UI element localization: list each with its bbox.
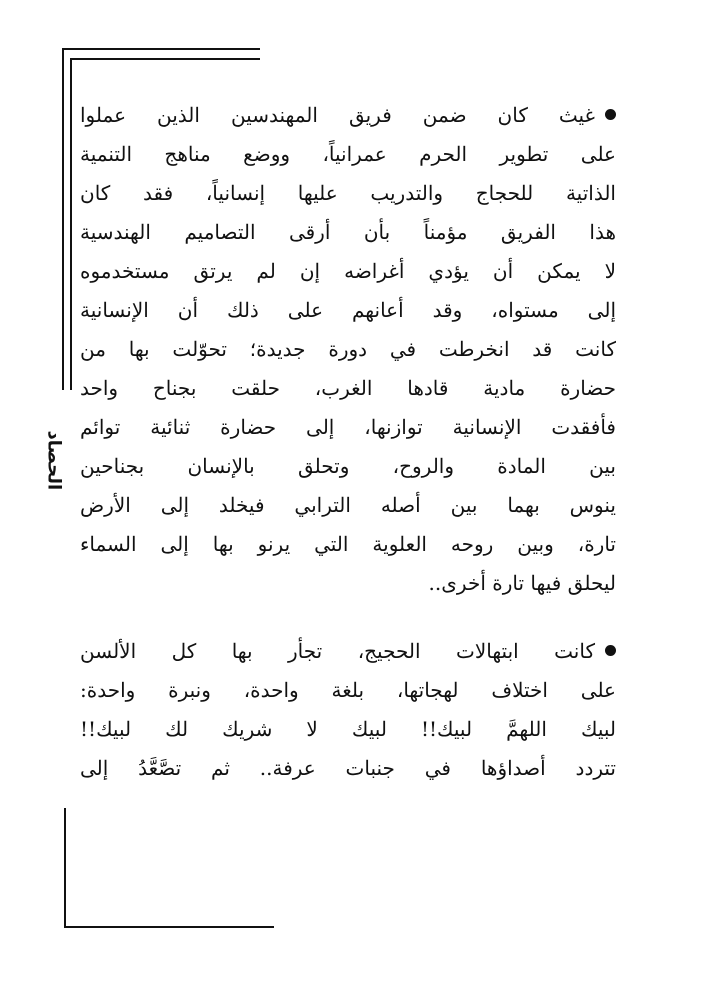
paragraph-line: ليحلق فيها تارة أخرى.. <box>428 571 616 595</box>
paragraph-line: تارة، وبين روحه العلوية التي يرنو بها إلى السماء <box>80 532 616 556</box>
frame-bottom-left-rule <box>64 808 66 928</box>
paragraph-line: لا يمكن أن يؤدي أغراضه إن لم يرتق مستخدموه <box>80 259 616 283</box>
paragraph-line: فأفقدت الإنسانية توازنها، إلى حضارة ثنائية توائم <box>80 415 616 439</box>
frame-top-inner-rule <box>70 58 260 60</box>
frame-top-outer-rule <box>62 48 260 50</box>
paragraph-line: كانت قد انخرطت في دورة جديدة؛ تحوّلت بها من <box>80 337 616 361</box>
frame-bottom-rule <box>64 926 274 928</box>
paragraph-line: على تطوير الحرم عمرانياً، ووضع مناهج التنمية <box>80 142 616 166</box>
paragraph-line: تتردد أصداؤها في جنبات عرفة.. ثم تصَّعَّدُ إلى <box>80 756 616 780</box>
paragraph-line: بين المادة والروح، وتحلق بالإنسان بجناحين <box>80 454 616 478</box>
paragraph-2 <box>80 632 616 788</box>
paragraph-line: ينوس بهما بين أصله الترابي فيخلد إلى الأرض <box>80 493 616 517</box>
paragraph-1 <box>80 96 616 603</box>
paragraph-line: على اختلاف لهجاتها، بلغة واحدة، ونبرة واحدة: <box>80 678 616 702</box>
bullet-icon <box>605 645 616 656</box>
paragraph-line: الذاتية للحجاج والتدريب عليها إنسانياً، فقد كان <box>80 181 616 205</box>
running-title: الحصاد <box>43 430 65 491</box>
paragraph-line: حضارة مادية قادها الغرب، حلقت بجناح واحد <box>80 376 616 400</box>
frame-left-inner-rule <box>70 58 72 390</box>
frame-left-outer-rule <box>62 48 64 390</box>
bullet-icon <box>605 109 616 120</box>
page-body <box>80 96 616 788</box>
paragraph-line: غيث كان ضمن فريق المهندسين الذين عملوا <box>80 96 616 135</box>
paragraph-line: إلى مستواه، وقد أعانهم على ذلك أن الإنسانية <box>80 298 616 322</box>
paragraph-line: كانت ابتهالات الحجيج، تجأر بها كل الألسن <box>80 632 616 671</box>
paragraph-line: هذا الفريق مؤمناً بأن أرقى التصاميم الهندسية <box>80 220 616 244</box>
paragraph-line: لبيك اللهمَّ لبيك!! لبيك لا شريك لك لبيك!! <box>80 717 616 741</box>
